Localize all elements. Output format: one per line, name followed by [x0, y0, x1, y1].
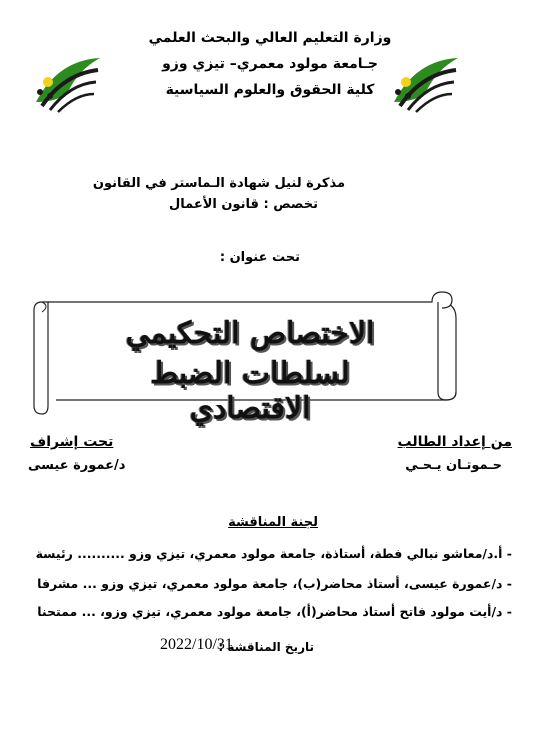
supervisor-name: د/عمورة عيسى	[28, 458, 126, 473]
supervisor-label: تحت إشراف	[30, 434, 114, 450]
committee-label: لجنة المناقشة	[228, 515, 318, 530]
thesis-specialty: تخصص : قانون الأعمال	[169, 197, 318, 212]
university-name: جـامعة مولود معمري– تيزي وزو	[162, 56, 378, 72]
faculty-name: كلية الحقوق والعلوم السياسية	[165, 82, 375, 98]
university-logo-left-icon	[28, 52, 108, 114]
student-name: حـموتـان يـحـي	[405, 458, 502, 473]
title-intro: تحت عنوان :	[219, 250, 300, 265]
committee-member: - د/أيت مولود فاتح أستاذ محاضر(أ)، جامعة مولود معمري، تيزي وزو، ... ممتحنا	[37, 604, 512, 619]
ministry-name: وزارة التعليم العالي والبحث العلمي	[148, 30, 392, 46]
thesis-title-line1: الاختصاص التحكيمي	[125, 316, 375, 351]
thesis-title-line2: لسلطات الضبط الاقتصادي	[150, 356, 350, 426]
defense-date: 2022/10/31	[160, 636, 233, 653]
committee-member: - أ.د/معاشو نبالي فطة، أستاذة، جامعة مولود معمري، تيزي وزو .......... رئيسة	[35, 546, 512, 561]
defense-date-label: تاريخ المناقشة :	[218, 640, 314, 654]
thesis-purpose: مذكرة لنيل شهادة الـماستر في القانون	[92, 176, 345, 191]
student-label: من إعداد الطالب	[397, 434, 512, 450]
committee-member: - د/عمورة عيسى، أستاذ محاضر(ب)، جامعة مولود معمري، تيزي وزو ... مشرفا	[37, 576, 512, 591]
